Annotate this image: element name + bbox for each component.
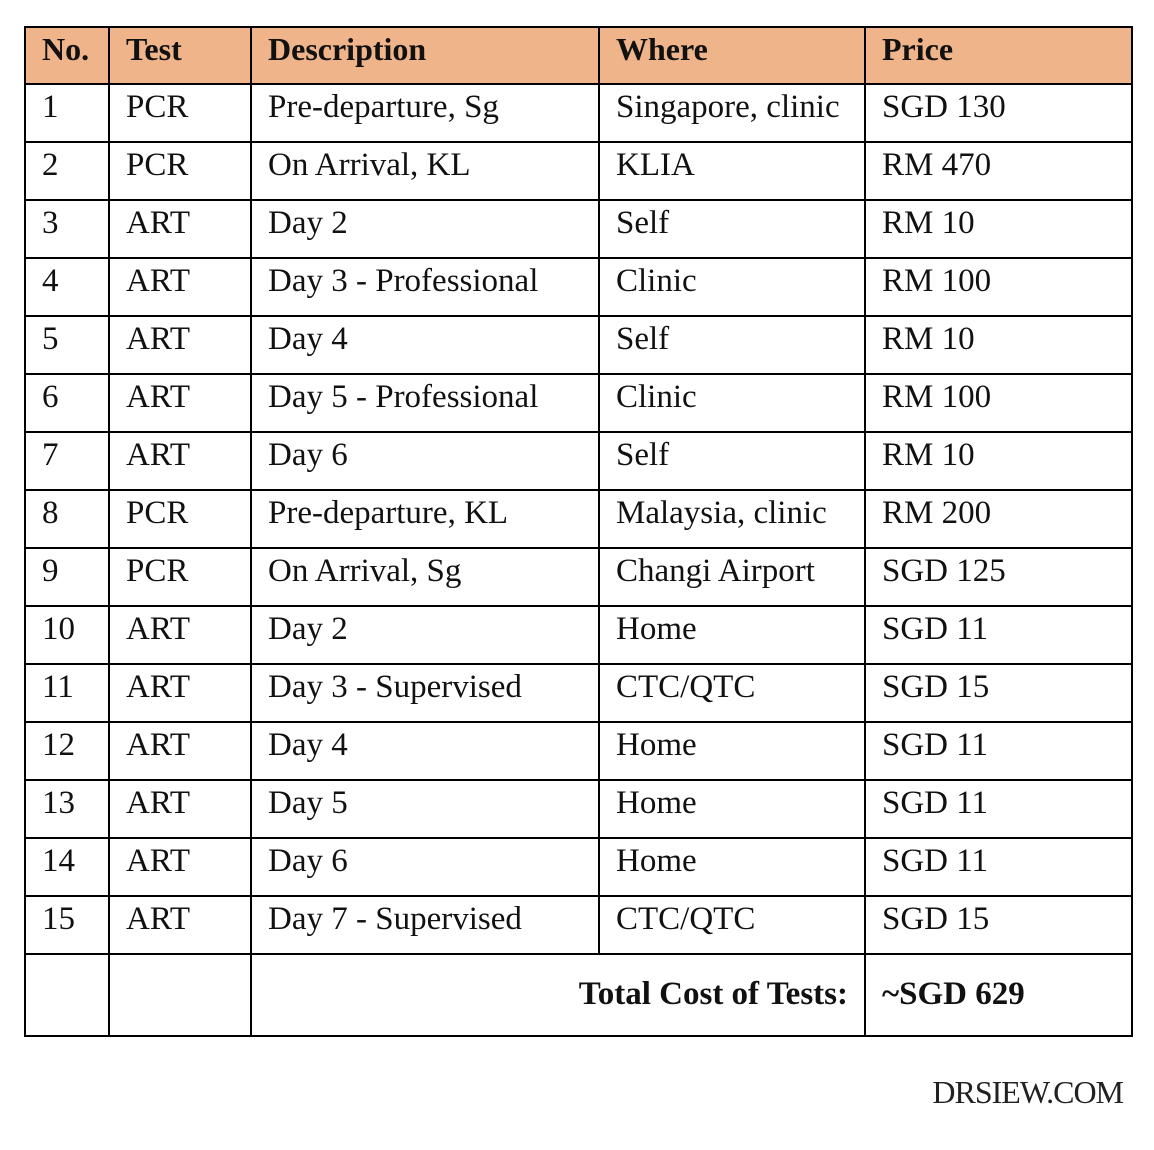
cell-description: Day 5 - Professional: [251, 374, 599, 432]
header-where: Where: [599, 27, 865, 84]
cell-no: 8: [25, 490, 109, 548]
cell-price: RM 10: [865, 432, 1132, 490]
cell-price: SGD 130: [865, 84, 1132, 142]
cell-price: RM 200: [865, 490, 1132, 548]
cell-price: RM 100: [865, 374, 1132, 432]
cell-price: RM 10: [865, 316, 1132, 374]
cell-where: Singapore, clinic: [599, 84, 865, 142]
cell-description: Day 4: [251, 722, 599, 780]
cell-price: SGD 11: [865, 780, 1132, 838]
table-row: [25, 838, 1132, 896]
cell-price: RM 470: [865, 142, 1132, 200]
header-row: [25, 27, 1132, 84]
cell-test: ART: [109, 432, 251, 490]
cell-test: ART: [109, 780, 251, 838]
cell-no: 9: [25, 548, 109, 606]
cell-where: Home: [599, 722, 865, 780]
total-label: Total Cost of Tests:: [251, 954, 865, 1036]
cell-no: 1: [25, 84, 109, 142]
cell-price: SGD 11: [865, 838, 1132, 896]
table-row: [25, 142, 1132, 200]
table-row: [25, 200, 1132, 258]
cell-description: Day 3 - Supervised: [251, 664, 599, 722]
cell-description: Day 2: [251, 200, 599, 258]
cell-no: 3: [25, 200, 109, 258]
table-row: [25, 548, 1132, 606]
cell-test: ART: [109, 200, 251, 258]
header-test: Test: [109, 27, 251, 84]
cell-where: Home: [599, 606, 865, 664]
cell-description: Day 7 - Supervised: [251, 896, 599, 954]
cell-where: Self: [599, 316, 865, 374]
cell-where: Changi Airport: [599, 548, 865, 606]
cell-price: SGD 15: [865, 664, 1132, 722]
cell-price: SGD 11: [865, 722, 1132, 780]
cell-description: Day 5: [251, 780, 599, 838]
cell-where: Self: [599, 432, 865, 490]
table-row: [25, 84, 1132, 142]
cell-where: Self: [599, 200, 865, 258]
cell-where: Clinic: [599, 258, 865, 316]
cell-where: Home: [599, 780, 865, 838]
cell-description: Day 3 - Professional: [251, 258, 599, 316]
cell-no: 4: [25, 258, 109, 316]
site-watermark: DRSIEW.COM: [932, 1074, 1123, 1110]
header-description: Description: [251, 27, 599, 84]
cell-no: 5: [25, 316, 109, 374]
cell-test: ART: [109, 374, 251, 432]
cell-no: 7: [25, 432, 109, 490]
cell-where: KLIA: [599, 142, 865, 200]
cell-description: Day 2: [251, 606, 599, 664]
cell-where: Home: [599, 838, 865, 896]
cell-price: SGD 15: [865, 896, 1132, 954]
header-price: Price: [865, 27, 1132, 84]
cell-description: Day 6: [251, 432, 599, 490]
cell-test: ART: [109, 664, 251, 722]
cell-price: SGD 125: [865, 548, 1132, 606]
table-row: [25, 490, 1132, 548]
total-row: [25, 954, 1132, 1036]
total-empty-cell: [25, 954, 109, 1036]
table-row: [25, 432, 1132, 490]
table-row: [25, 374, 1132, 432]
table-header: [25, 27, 1132, 84]
cell-test: ART: [109, 896, 251, 954]
cell-test: PCR: [109, 142, 251, 200]
table-row: [25, 722, 1132, 780]
cell-description: Pre-departure, KL: [251, 490, 599, 548]
cell-description: On Arrival, Sg: [251, 548, 599, 606]
cell-no: 14: [25, 838, 109, 896]
cell-test: PCR: [109, 84, 251, 142]
cell-price: SGD 11: [865, 606, 1132, 664]
cell-test: ART: [109, 606, 251, 664]
cell-test: ART: [109, 258, 251, 316]
cell-test: PCR: [109, 490, 251, 548]
cell-no: 11: [25, 664, 109, 722]
cell-test: ART: [109, 838, 251, 896]
header-no: No.: [25, 27, 109, 84]
cell-no: 15: [25, 896, 109, 954]
cell-where: Malaysia, clinic: [599, 490, 865, 548]
cell-where: Clinic: [599, 374, 865, 432]
cell-where: CTC/QTC: [599, 664, 865, 722]
cell-description: Day 6: [251, 838, 599, 896]
table-body: [25, 84, 1132, 1036]
cell-where: CTC/QTC: [599, 896, 865, 954]
cell-no: 6: [25, 374, 109, 432]
table-row: [25, 664, 1132, 722]
cell-test: ART: [109, 316, 251, 374]
total-empty-cell: [109, 954, 251, 1036]
cell-price: RM 10: [865, 200, 1132, 258]
cell-no: 13: [25, 780, 109, 838]
cell-no: 12: [25, 722, 109, 780]
total-value: ~SGD 629: [865, 954, 1132, 1036]
cell-test: PCR: [109, 548, 251, 606]
table-row: [25, 606, 1132, 664]
cell-no: 2: [25, 142, 109, 200]
table-row: [25, 780, 1132, 838]
cell-description: On Arrival, KL: [251, 142, 599, 200]
table-row: [25, 896, 1132, 954]
cell-price: RM 100: [865, 258, 1132, 316]
cell-description: Day 4: [251, 316, 599, 374]
cost-table: [24, 26, 1133, 1037]
cell-description: Pre-departure, Sg: [251, 84, 599, 142]
table-row: [25, 258, 1132, 316]
cell-no: 10: [25, 606, 109, 664]
cell-test: ART: [109, 722, 251, 780]
table-row: [25, 316, 1132, 374]
